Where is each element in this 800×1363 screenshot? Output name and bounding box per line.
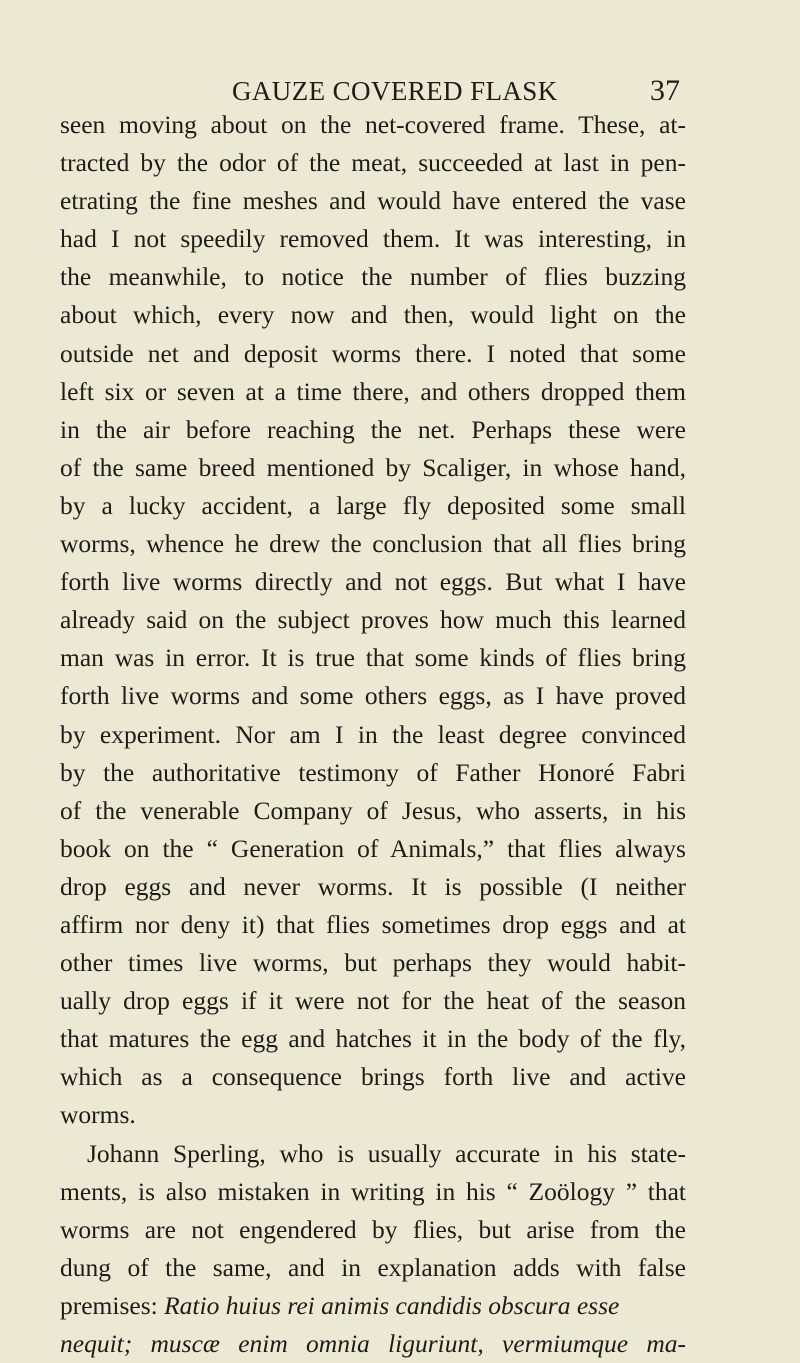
text-line: by experiment. Nor am I in the least degree convinced bbox=[60, 719, 686, 749]
text-line: worms. bbox=[60, 1100, 136, 1130]
latin-quotation: Ratio huius rei animis candidis obscura esse bbox=[164, 1290, 620, 1320]
text-line: etrating the fine meshes and would have entered the vase bbox=[60, 186, 686, 216]
text-line: forth live worms directly and not eggs. But what I have bbox=[60, 567, 686, 597]
text-line: had I not speedily removed them. It was interesting, in bbox=[60, 224, 686, 254]
text-line: by a lucky accident, a large fly deposited some small bbox=[60, 490, 686, 520]
text-line-roman: premises: bbox=[60, 1290, 158, 1320]
text-line: of the venerable Company of Jesus, who asserts, in his bbox=[60, 795, 686, 825]
text-line: which as a consequence brings forth live and active bbox=[60, 1062, 686, 1092]
text-line: book on the “ Generation of Animals,” that flies always bbox=[60, 833, 686, 863]
text-line: in the air before reaching the net. Perhaps these were bbox=[60, 414, 686, 444]
text-line: ually drop eggs if it were not for the heat of the season bbox=[60, 986, 686, 1016]
text-line: left six or seven at a time there, and others dropped them bbox=[60, 376, 686, 406]
text-line: forth live worms and some others eggs, as I have proved bbox=[60, 681, 686, 711]
text-line: outside net and deposit worms there. I noted that some bbox=[60, 338, 686, 368]
text-line: dung of the same, and in explanation adds with false bbox=[60, 1252, 686, 1282]
text-line: seen moving about on the net-covered frame. These, at- bbox=[60, 110, 686, 139]
text-line: worms, whence he drew the conclusion that all flies bring bbox=[60, 529, 686, 559]
running-title: GAUZE COVERED FLASK bbox=[232, 76, 558, 106]
page-number: 37 bbox=[650, 74, 680, 107]
text-line: the meanwhile, to notice the number of flies buzzing bbox=[60, 262, 686, 292]
text-line-mixed bbox=[60, 1287, 686, 1325]
text-line: by the authoritative testimony of Father Honoré Fabri bbox=[60, 757, 686, 787]
text-line: that matures the egg and hatches it in the body of the fly, bbox=[60, 1024, 686, 1054]
text-line: of the same breed mentioned by Scaliger, in whose hand, bbox=[60, 452, 686, 482]
text-line: tracted by the odor of the meat, succeeded at last in pen- bbox=[60, 148, 686, 178]
latin-quotation-line: nequit; muscæ enim omnia liguriunt, vermiumque ma- bbox=[60, 1329, 686, 1358]
text-line: affirm nor deny it) that flies sometimes drop eggs and at bbox=[60, 909, 686, 939]
text-line: man was in error. It is true that some kinds of flies bring bbox=[60, 643, 686, 673]
text-line: already said on the subject proves how much this learned bbox=[60, 605, 686, 635]
body-text bbox=[60, 106, 686, 1363]
text-line: other times live worms, but perhaps they would habit- bbox=[60, 948, 686, 978]
text-line: ments, is also mistaken in writing in his “ Zoölogy ” that bbox=[60, 1176, 686, 1206]
text-line: drop eggs and never worms. It is possible (I neither bbox=[60, 871, 686, 901]
text-line: Johann Sperling, who is usually accurate in his state- bbox=[87, 1138, 686, 1168]
text-line: about which, every now and then, would light on the bbox=[60, 300, 686, 330]
text-line: worms are not engendered by flies, but arise from the bbox=[60, 1214, 686, 1244]
